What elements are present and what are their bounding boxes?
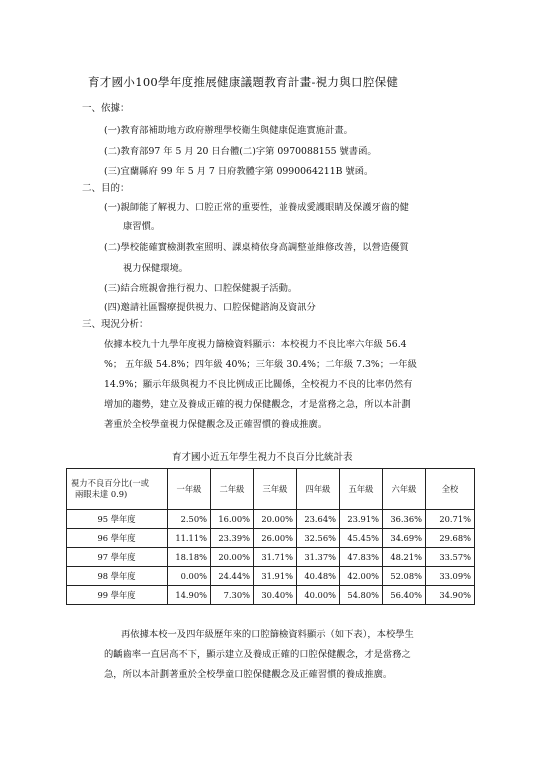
table-row (67, 529, 475, 548)
analysis-line-5: 著重於全校學童視力保健觀念及正確習慣的養成推廣。 (104, 419, 328, 430)
cell-value: 18.18% (168, 548, 211, 567)
row-year: 98 學年度 (67, 567, 168, 586)
cell-value: 16.00% (211, 510, 254, 529)
cell-value: 47.83% (340, 548, 383, 567)
table-row (67, 567, 475, 586)
cell-value: 31.71% (254, 548, 297, 567)
purpose-item-1-line-1: (一)親師能了解視力、口腔正常的重要性，並養成愛護眼睛及保護牙齒的健 (104, 202, 409, 213)
cell-value: 20.00% (211, 548, 254, 567)
cell-value: 23.64% (297, 510, 340, 529)
cell-value: 11.11% (168, 529, 211, 548)
cell-value: 0.00% (168, 567, 211, 586)
purpose-item-3: (三)結合班親會推行視力、口腔保健親子活動。 (104, 283, 298, 294)
row-year: 96 學年度 (67, 529, 168, 548)
cell-value: 36.36% (383, 510, 426, 529)
cell-value: 56.40% (383, 586, 426, 605)
cell-value: 40.48% (297, 567, 340, 586)
table-row (67, 586, 475, 605)
table-row (67, 548, 475, 567)
header-grade-6: 六年級 (383, 469, 426, 510)
header-grade-3: 三年級 (254, 469, 297, 510)
row-year: 97 學年度 (67, 548, 168, 567)
section-analysis-heading: 三、現況分析： (82, 319, 149, 330)
cell-value: 54.80% (340, 586, 383, 605)
purpose-item-2-line-2: 視力保健環境。 (123, 263, 189, 274)
closing-line-1: 再依據本校一及四年級歷年來的口腔篩檢資料顯示（如下表），本校學生 (121, 629, 414, 640)
analysis-line-3: 14.9%；顯示年級與視力不良比例成正比關係，全校視力不良的比率仍然有 (104, 379, 413, 390)
cell-value: 31.91% (254, 567, 297, 586)
analysis-line-2: %； 五年級 54.8%；四年級 40%；三年級 30.4%；二年級 7.3%；一年級 (104, 359, 417, 370)
cell-value: 52.08% (383, 567, 426, 586)
section-purpose-heading: 二、目的： (82, 183, 130, 194)
header-grade-2: 二年級 (211, 469, 254, 510)
row-year: 99 學年度 (67, 586, 168, 605)
header-whole-school: 全校 (426, 469, 475, 510)
page-title: 育才國小100學年度推展健康議題教育計畫-視力與口腔保健 (88, 75, 399, 89)
cell-value: 40.00% (297, 586, 340, 605)
cell-value: 33.57% (426, 548, 475, 567)
cell-value: 48.21% (383, 548, 426, 567)
cell-value: 23.91% (340, 510, 383, 529)
purpose-item-4: (四)邀請社區醫療提供視力、口腔保健諮詢及資訊分 (104, 302, 316, 313)
header-grade-5: 五年級 (340, 469, 383, 510)
vision-stats-table (66, 468, 475, 605)
cell-value: 26.00% (254, 529, 297, 548)
analysis-line-1: 依據本校九十九學年度視力篩檢資料顯示：本校視力不良比率六年級 56.4 (104, 339, 407, 350)
header-vision-rate-line-2: 兩眼未達 0.9) (75, 489, 128, 499)
header-vision-rate-line-1: 視力不良百分比(一或 (71, 478, 149, 488)
cell-value: 14.90% (168, 586, 211, 605)
cell-value: 34.69% (383, 529, 426, 548)
cell-value: 24.44% (211, 567, 254, 586)
header-grade-1: 一年級 (168, 469, 211, 510)
header-grade-4: 四年級 (297, 469, 340, 510)
header-vision-rate (67, 469, 168, 510)
cell-value: 20.71% (426, 510, 475, 529)
cell-value: 34.90% (426, 586, 475, 605)
cell-value: 29.68% (426, 529, 475, 548)
analysis-line-4: 增加的趨勢，建立及養成正確的視力保健觀念，才是當務之急，所以本計劃 (104, 399, 411, 410)
table-header-row (67, 469, 475, 510)
closing-line-2: 的齲齒率一直居高不下，顯示建立及養成正確的口腔保健觀念，才是當務之 (104, 649, 411, 660)
cell-value: 33.09% (426, 567, 475, 586)
purpose-item-1-line-2: 康習慣。 (123, 221, 161, 232)
closing-line-3: 急，所以本計劃著重於全校學童口腔保健觀念及正確習慣的養成推廣。 (104, 669, 393, 680)
purpose-item-2-line-1: (二)學校能確實檢測教室照明、課桌椅依身高調整並維修改善，以營造優質 (104, 242, 409, 253)
row-year: 95 學年度 (67, 510, 168, 529)
cell-value: 42.00% (340, 567, 383, 586)
basis-item-3: (三)宜蘭縣府 99 年 5 月 7 日府教體字第 0990064211B 號函。 (104, 166, 374, 177)
basis-item-2: (二)教育部97 年 5 月 20 日台體(二)字第 0970088155 號書函。 (104, 146, 377, 157)
table-caption: 育才國小近五年學生視力不良百分比統計表 (172, 452, 353, 463)
cell-value: 31.37% (297, 548, 340, 567)
cell-value: 45.45% (340, 529, 383, 548)
basis-item-1: (一)教育部補助地方政府辦理學校衛生與健康促進實施計畫。 (104, 125, 353, 136)
table-row (67, 510, 475, 529)
cell-value: 20.00% (254, 510, 297, 529)
cell-value: 23.39% (211, 529, 254, 548)
cell-value: 32.56% (297, 529, 340, 548)
cell-value: 2.50% (168, 510, 211, 529)
cell-value: 30.40% (254, 586, 297, 605)
cell-value: 7.30% (211, 586, 254, 605)
section-basis-heading: 一、依據： (82, 103, 130, 114)
